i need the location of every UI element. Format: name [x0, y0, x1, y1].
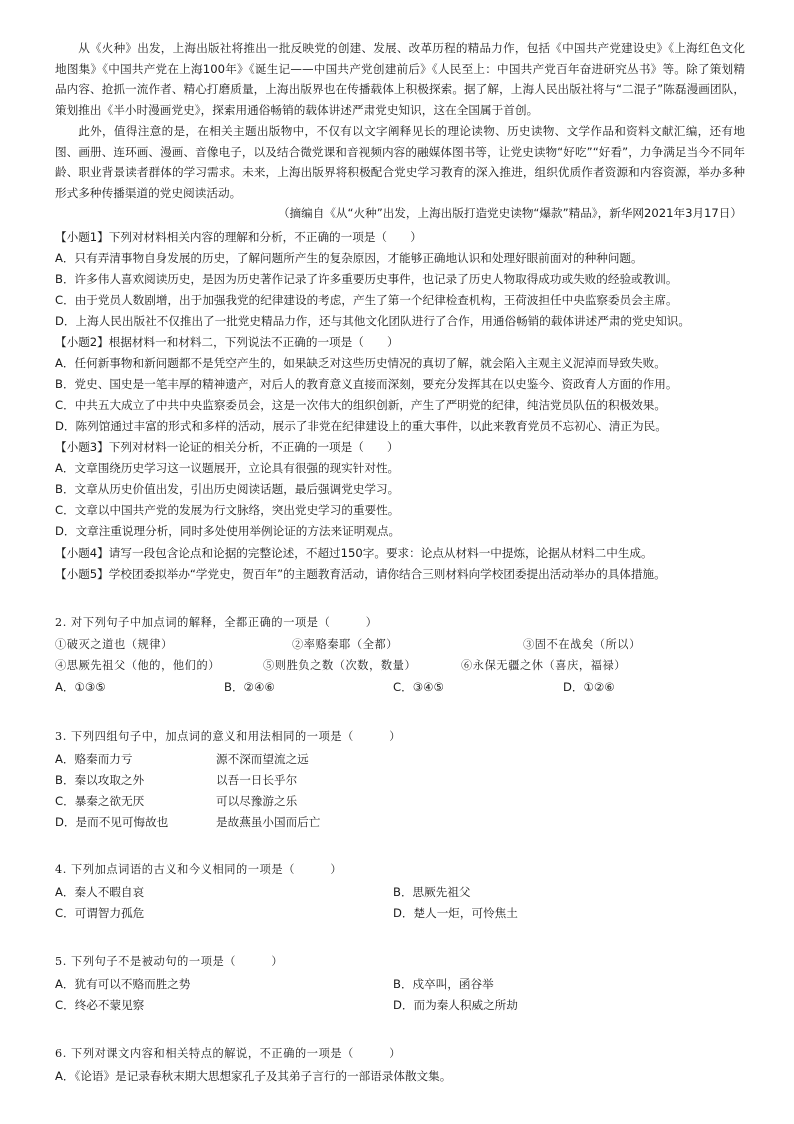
q2-item-2: ②率赂秦耶（全都） — [292, 638, 399, 651]
sub3-option-d: D．文章注重说理分析，同时多处使用举例论证的方法来证明观点。 — [55, 524, 401, 538]
sub3-stem: 【小题3】下列对材料一论证的相关分析，不正确的一项是（ ） — [55, 440, 399, 454]
sub3-option-c: C．文章以中国共产党的发展为行文脉络，突出党史学习的重要性。 — [55, 503, 400, 517]
q4-option-c: C．可谓智力孤危 — [55, 906, 145, 920]
q5-stem: 5. 下列句子不是被动句的一项是（ ） — [55, 955, 284, 968]
q3-row-a-right: 源不深而望流之远 — [216, 752, 309, 766]
q5-option-d: D．而为秦人积威之所劫 — [393, 998, 518, 1012]
sub1-stem: 【小题1】下列对材料相关内容的理解和分析，不正确的一项是（ ） — [55, 230, 422, 244]
q3-row-a-left: A．赂秦而力亏 — [55, 752, 133, 766]
sub1-option-c: C．由于党员人数剧增，出于加强我党的纪律建设的考虑，产生了第一个纪律检查机构，王荷波担任中央监察委员会主席。 — [55, 293, 678, 307]
sub2-option-d: D．陈列馆通过丰富的形式和多样的活动，展示了非党在纪律建设上的重大事件，以此来教育党员不忘初心、清正为民。 — [55, 419, 667, 433]
sub5-stem: 【小题5】学校团委拟举办“学党史，贺百年”的主题教育活动，请你结合三则材料向学校团委提出活动举办的具体措施。 — [55, 567, 666, 581]
q2-option-b: B．②④⑥ — [224, 680, 275, 694]
sub3-option-a: A．文章围绕历史学习这一议题展开，立论具有很强的现实针对性。 — [55, 461, 400, 475]
sub2-option-c: C．中共五大成立了中共中央监察委员会，这是一次伟大的组织创新，产生了严明党的纪律，纯洁党员队伍的积极效果。 — [55, 398, 666, 412]
q2-option-d: D．①②⑥ — [563, 680, 615, 694]
q3-row-d-right: 是故燕虽小国而后亡 — [216, 815, 321, 829]
sub2-option-a: A．任何新事物和新问题都不是凭空产生的，如果缺乏对这些历史情况的真切了解，就会陷入主观主义泥淖而导致失败。 — [55, 356, 666, 370]
sub2-stem: 【小题2】根据材料一和材料二，下列说法不正确的一项是（ ） — [55, 335, 399, 349]
sub4-stem: 【小题4】请写一段包含论点和论据的完整论述，不超过150字。要求：论点从材料一中提炼，论据从材料二中生成。 — [55, 546, 653, 560]
q2-option-a: A．①③⑤ — [55, 680, 106, 694]
q5-option-c: C．终必不蒙见察 — [55, 998, 145, 1012]
sub1-option-a: A．只有弄清事物自身发展的历史，了解问题所产生的复杂原因，才能够正确地认识和处理好眼前面对的种种问题。 — [55, 251, 643, 265]
q2-item-4: ④思厥先祖父（他的，他们的） — [55, 659, 221, 672]
q2-item-6: ⑥永保无疆之休（喜庆，福禄） — [461, 659, 627, 672]
q2-item-5: ⑤则胜负之数（次数，数量） — [263, 659, 417, 672]
passage-paragraph-1: 从《火种》出发，上海出版社将推出一批反映党的创建、发展、改革历程的精品力作，包括《中国共产党建设史》《上海红色文化地图集》《中国共产党在上海100年》《诞生记——中国共产党创建前后》《人民至上：中国共产党百年奋进研究丛书》等。除了策划精品内容、抢抓一流作者、精心打磨质量，上海出版界也在传播载体上积极探索。据了解，上海人民出版社将与“二混子”陈磊漫画团队，策划推出《半小时漫画党史》，探索用通俗畅销的载体讲述严肃党史知识，这在全国属于首创。 — [55, 41, 745, 117]
q2-option-c: C．③④⑤ — [393, 680, 444, 694]
q4-stem: 4. 下列加点词语的古义和今义相同的一项是（ ） — [55, 863, 343, 876]
sub1-option-b: B．许多伟人喜欢阅读历史，是因为历史著作记录了许多重要历史事件，也记录了历史人物取得成功或失败的经验或教训。 — [55, 272, 678, 286]
q3-row-b-right: 以吾一日长乎尔 — [216, 773, 298, 787]
q2-item-1: ①破灭之道也（规律） — [55, 638, 173, 651]
q6-stem: 6. 下列对课文内容和相关特点的解说，不正确的一项是（ ） — [55, 1047, 402, 1060]
sub3-option-b: B．文章从历史价值出发，引出历史阅读话题，最后强调党史学习。 — [55, 482, 400, 496]
q3-row-c-right: 可以尽豫游之乐 — [216, 794, 298, 808]
q6-option-a: A．《论语》是记录春秋末期大思想家孔子及其弟子言行的一部语录体散文集。 — [55, 1069, 452, 1083]
passage-source: （摘编自《从“火种”出发，上海出版打造党史读物“爆款”精品》，新华网2021年3月17日） — [277, 206, 742, 220]
q2-item-3: ③固不在战矣（所以） — [523, 638, 641, 651]
q5-option-a: A．犹有可以不赂而胜之势 — [55, 977, 191, 991]
sub2-option-b: B．党史、国史是一笔丰厚的精神遗产，对后人的教育意义直接而深刻，要充分发挥其在以史鉴今、资政育人方面的作用。 — [55, 377, 678, 391]
q4-option-d: D．楚人一炬，可怜焦土 — [393, 906, 518, 920]
q3-stem: 3. 下列四组句子中，加点词的意义和用法相同的一项是（ ） — [55, 730, 402, 743]
q3-row-c-left: C．暴秦之欲无厌 — [55, 794, 145, 808]
passage-paragraph-2: 此外，值得注意的是，在相关主题出版物中，不仅有以文字阐释见长的理论读物、历史读物、文学作品和资料文献汇编，还有地图、画册、连环画、漫画、音像电子，以及结合微党课和音视频内容的融媒体图书等，让党史读物“好吃”“好看”，力争满足当今不同年龄、职业背景读者群体的学习需求。未来，上海出版界将积极配合党史学习教育的深入推进，组织优质作者资源和内容资源，举办多种形式多种传播渠道的党史阅读活动。 — [55, 124, 745, 200]
q4-option-a: A．秦人不暇自哀 — [55, 885, 145, 899]
sub1-option-d: D．上海人民出版社不仅推出了一批党史精品力作，还与其他文化团队进行了合作，用通俗畅销的载体讲述严肃的党史知识。 — [55, 314, 690, 328]
q2-stem: 2. 对下列句子中加点词的解释，全都正确的一项是（ ） — [55, 616, 378, 629]
q3-row-b-left: B．秦以攻取之外 — [55, 773, 145, 787]
q4-option-b: B．思厥先祖父 — [393, 885, 471, 899]
q5-option-b: B．戍卒叫，函谷举 — [393, 977, 494, 991]
q3-row-d-left: D．是而不见可悔故也 — [55, 815, 169, 829]
